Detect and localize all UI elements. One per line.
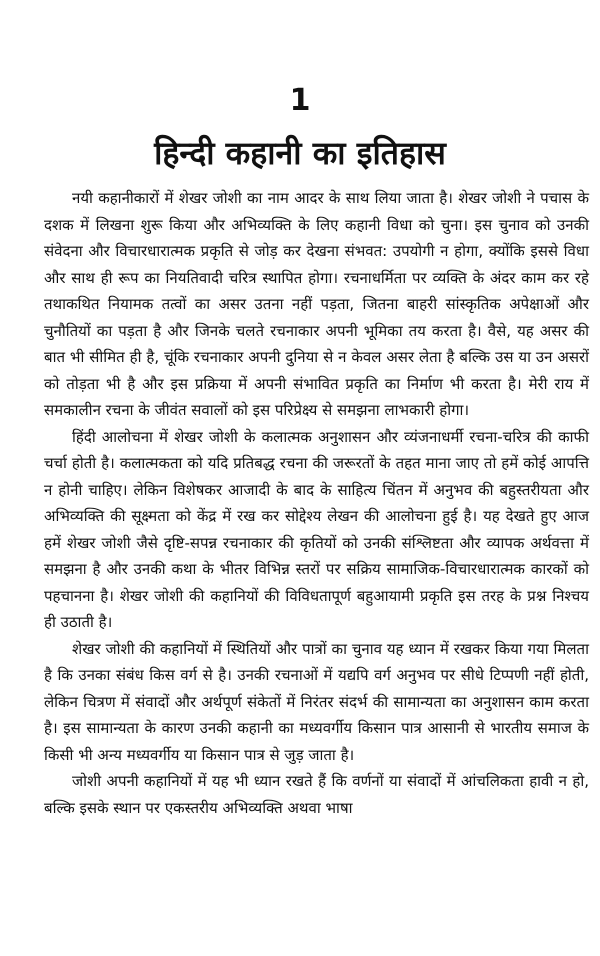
paragraph-1: नयी कहानीकारों में शेखर जोशी का नाम आदर के साथ लिया जाता है। शेखर जोशी ने पचास के दशक में लिखना शुरू किया और अभिव्यक्ति के लिए कहानी विधा को चुना। इस चुनाव को उनकी संवेदना और विचारधारात्मक प्रकृति से जोड़ कर देखना संभवत: उपयोगी न होगा, क्योंकि इससे विधा और साथ ही रूप का नियतिवादी चरित्र स्थापित होगा। रचनाधर्मिता पर व्यक्ति के अंदर काम कर रहे तथाकथित नियामक तत्वों का असर उतना नहीं पड़ता, जितना बाहरी सांस्कृतिक अपेक्षाओं और चुनौतियों का पड़ता है और जिनके चलते रचनाकार अपनी भूमिका तय करता है। वैसे, यह असर की बात भी सीमित ही है, चूंकि रचनाकार अपनी दुनिया से न केवल असर लेता है बल्कि उस या उन असरों को तोड़ता भी है और इस प्रक्रिया में अपनी संभावित प्रकृति का निर्माण भी करता है। मेरी राय में समकालीन रचना के जीवंत सवालों को इस परिप्रेक्ष्य से समझना लाभकारी होगा। bbox=[44, 189, 589, 419]
chapter-number: 1 bbox=[289, 83, 311, 118]
paragraph-4: जोशी अपनी कहानियों में यह भी ध्यान रखते हैं कि वर्णनों या संवादों में आंचलिकता हावी न हो, बल्कि इसके स्थान पर एकस्तरीय अभिव्यक्ति अथवा भाषा bbox=[44, 772, 589, 817]
paragraph-3: शेखर जोशी की कहानियों में स्थितियों और पात्रों का चुनाव यह ध्यान में रखकर किया गया मिलता है कि उनका संबंध किस वर्ग से है। उनकी रचनाओं में यद्यपि वर्ग अनुभव पर सीधे टिप्पणी नहीं होती, लेकिन चित्रण में संवादों और अर्थपूर्ण संकेतों में निरंतर संदर्भ की सामान्यता का अनुशासन काम करता है। इस सामान्यता के कारण उनकी कहानी का मध्यवर्गीय किसान पात्र आसानी से भारतीय समाज के किसी भी अन्य मध्यवर्गीय या किसान पात्र से जुड़ जाता है। bbox=[44, 639, 589, 764]
chapter-title: हिन्दी कहानी का इतिहास bbox=[154, 134, 446, 172]
paragraph-2: हिंदी आलोचना में शेखर जोशी के कलात्मक अनुशासन और व्यंजनाधर्मी रचना-चरित्र की काफी चर्चा होती है। कलात्मकता को यदि प्रतिबद्ध रचना की जरूरतों के तहत माना जाए तो हमें कोई आपत्ति न होनी चाहिए। लेकिन विशेषकर आजादी के बाद के साहित्य चिंतन में अनुभव की बहुस्तरीयता और अभिव्यक्ति की सूक्ष्मता को केंद्र में रख कर सोद्देश्य लेखन की आलोचना हुई है। यह देखते हुए आज हमें शेखर जोशी जैसे दृष्टि-सपन्न रचनाकार की कृतियों को उनकी संश्लिष्टता और व्यापक अर्थवत्ता में समझना है और उनकी कथा के भीतर विभिन्न स्तरों पर सक्रिय सामाजिक-विचारधारात्मक कारकों को पहचानना है। शेखर जोशी की कहानियों की विविधतापूर्ण बहुआयामी प्रकृति इस तरह के प्रश्न निश्चय ही उठाती है। bbox=[44, 427, 589, 631]
chapter-body bbox=[44, 185, 589, 821]
